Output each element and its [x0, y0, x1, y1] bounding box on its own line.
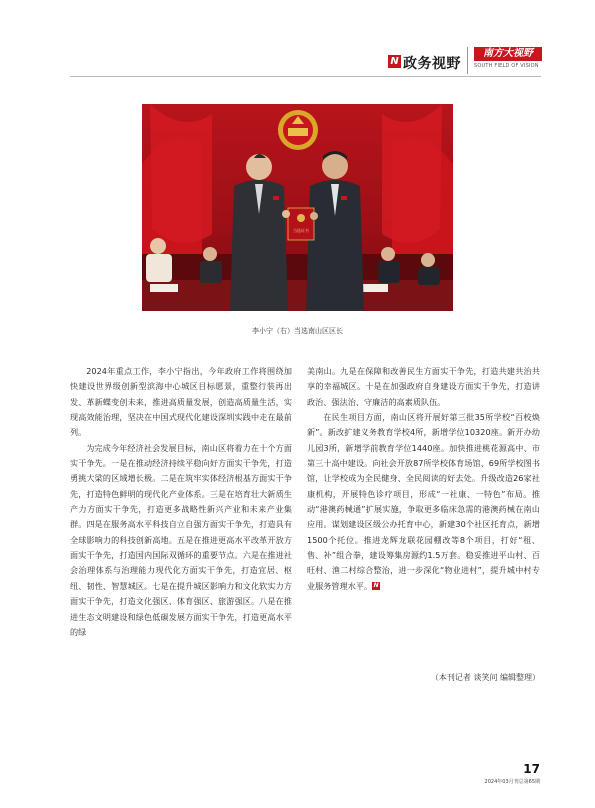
issue-info: 2024年03月刊总第65期	[484, 779, 540, 785]
section-title: 政务视野	[403, 56, 461, 72]
article-paragraph	[307, 410, 540, 594]
certificate-label: 当选证书	[293, 228, 309, 233]
page-number: 17	[523, 762, 540, 776]
article-paragraph: 为完成今年经济社会发展目标，南山区将着力在十个方面实干争先。一是在推动经济持续平稳向好方面实干争先，打造勇挑大梁的区域增长极。二是在筑牢实体经济根基方面实干争先，打造特色鲜明的现代化产业体系。三是在培育壮大新质生产力方面实干争先，打造更多战略性新兴产业和未来产业集群。四是在服务高水平科技自立自强方面实干争先，打造具有全球影响力的科技创新高地。五是在推进更高水平改革开放方面实干争先，打造国内国际双循环的重要节点。六是在推进社会治理体系与治理能力现代化方面实干争先，打造宜居、枢纽、韧性、智慧城区。七是在提升城区影响力和文化软实力方面实干争先，打造文化强区、体育强区、旅游强区。八是在推进生态文明建设和绿色低碳发展方面实干争先，打造更高水平的绿	[70, 442, 292, 637]
article-right-column	[307, 364, 540, 594]
photo-caption: 李小宁（右）当选南山区区长	[252, 327, 343, 335]
magazine-logo-text: 南方大视野	[474, 47, 542, 61]
end-of-article-icon: N	[373, 582, 379, 590]
article-paragraph-text: 在民生项目方面，南山区将开展好第三批35所学校“百校焕新”。新改扩建义务教育学校4所，新增学位10320座。新开办幼儿园3所，新增学前教育学位1440座。加快推进桃花源高中、市第三十高中建设。向社会开放87所学校体育场馆、69所学校图书馆，让学校成为全民健身、全民阅读的好去处。升级改造26家社康机构，开展特色诊疗项目，形成“一社康、一特色”布局。推动“港澳药械通”扩展实施，争取更多临床急需的港澳药械在南山应用。谋划建设区级公办托育中心，新建30个社区托育点，新增1500个托位。推进龙辉龙联花园棚改等8个项目，打好“租、售、补”组合拳，建设筹集房源约1.5万套。稳妥推进平山村、百旺村、渔二村综合整治，进一步深化“物业进村”，提升城中村专业服务管理水平。	[307, 412, 540, 591]
header-divider	[70, 76, 541, 77]
magazine-subtitle: SOUTH FIELD OF VISION	[474, 63, 539, 69]
article-left-column	[70, 364, 292, 640]
magazine-logo	[467, 47, 542, 74]
article-credit: （本刊记者 谈笑问 编辑整理）	[430, 673, 540, 682]
article-paragraph: 2024年重点工作，李小宁指出，今年政府工作将围绕加快建设世界级创新型滨海中心城区目标愿景，重整行装再出发、革新蝶变创未来，推进高质量发展，创造高质量生活，实现高效能治理，坚决在中国式现代化建设深圳实践中走在最前列。	[70, 366, 292, 438]
section-logo-icon: N	[388, 55, 401, 68]
ceremony-photo	[142, 104, 453, 311]
page-header	[0, 0, 595, 80]
ceremony-photo-illustration	[142, 104, 453, 311]
article-paragraph-continued: 美南山。九是在保障和改善民生方面实干争先，打造共建共治共享的幸福城区。十是在加强政府自身建设方面实干争先，打造讲政治、强法治、守廉洁的高素质队伍。	[307, 366, 540, 407]
